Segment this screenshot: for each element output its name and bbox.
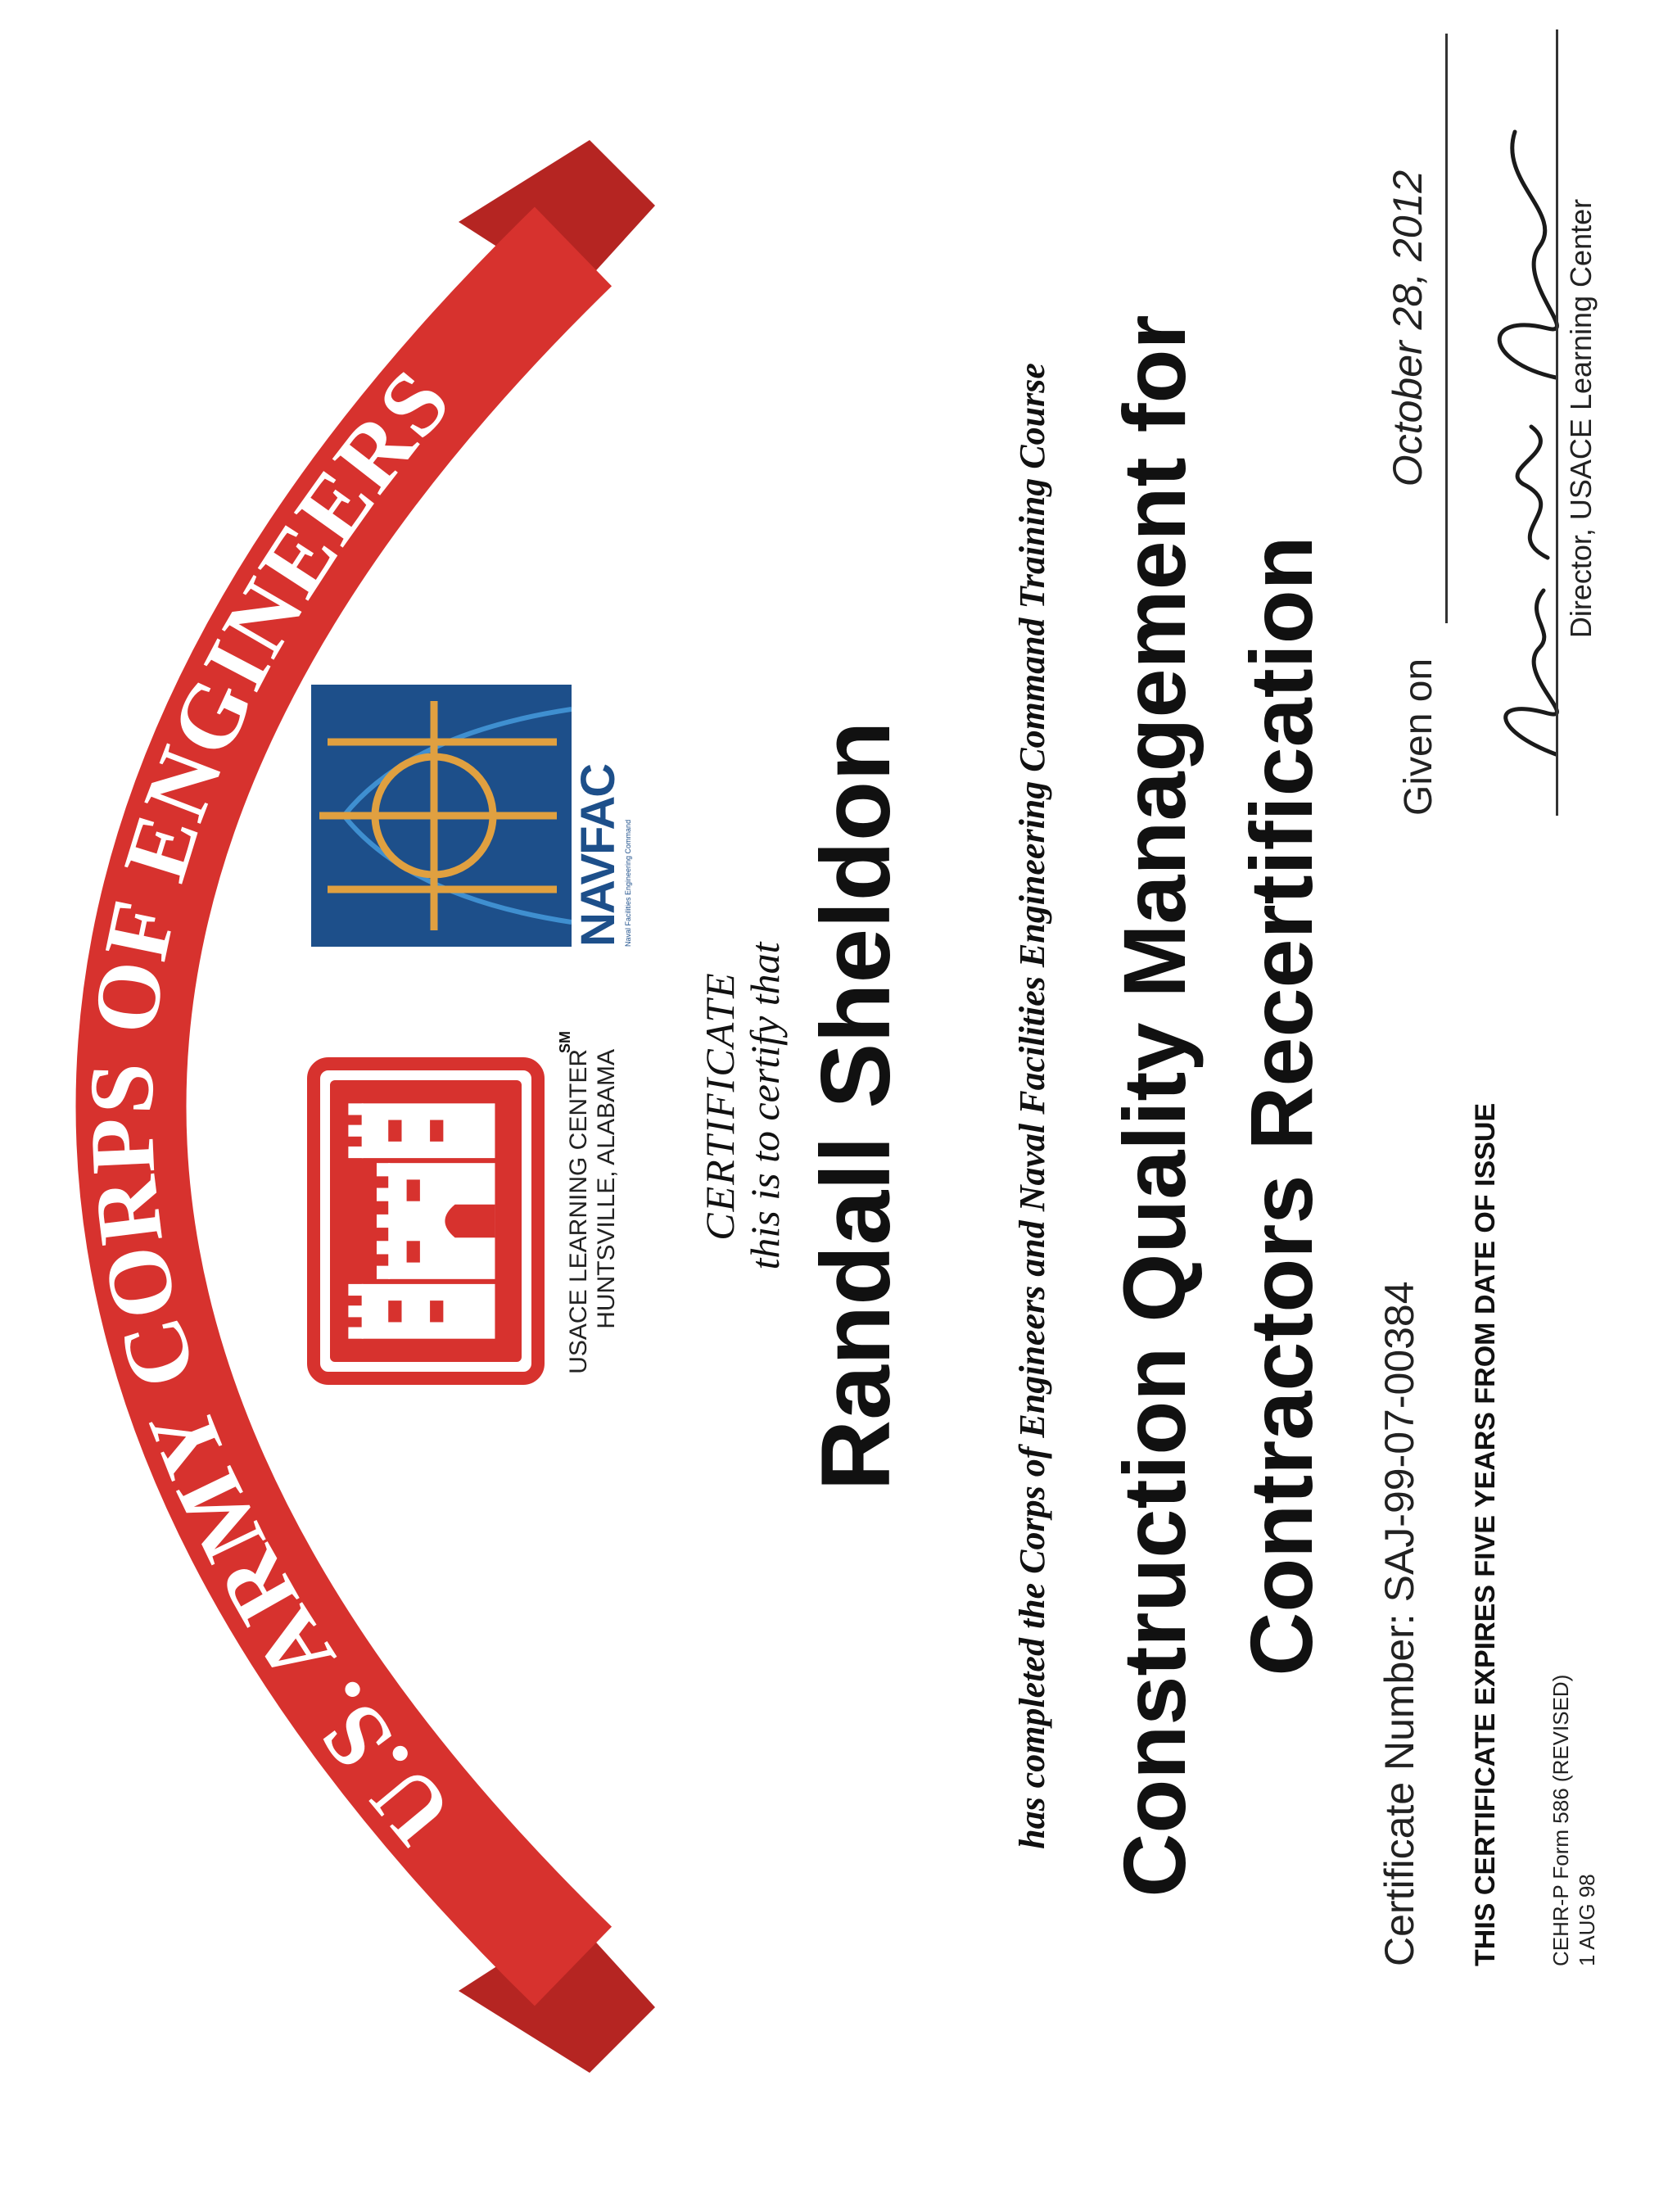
castle-logo-icon (330, 1080, 522, 1362)
certificate-number-value: SAJ-99-07-00384 (1376, 1281, 1422, 1603)
service-mark: SM (557, 1031, 573, 1053)
completion-statement: has completed the Corps of Engineers and Naval Facilities Engineering Command Training Course (1012, 363, 1052, 1849)
signer-title: Director, USACE Learning Center (1564, 198, 1598, 639)
navfac-logo (311, 685, 572, 947)
usace-castle-logo (307, 1057, 545, 1385)
navfac-subtext: Naval Facilities Engineering Command (624, 819, 632, 947)
given-on-label: Given on (1397, 658, 1440, 816)
certify-statement: this is to certify that (742, 942, 788, 1270)
date-underline (1445, 34, 1448, 623)
form-identifier (1548, 1675, 1600, 1966)
navfac-wordmark (573, 685, 639, 947)
course-title-line-2: Contractors Recertification (1232, 536, 1331, 1676)
certificate-number-label: Certificate Number: (1376, 1613, 1422, 1966)
banner-text: U.S. ARMY CORPS OF ENGINEERS (70, 349, 472, 1864)
form-number: CEHR-P Form 586 (REVISED) (1548, 1674, 1573, 1966)
form-date: 1 AUG 98 (1575, 1874, 1599, 1966)
course-title-line-1: Construction Quality Management for (1105, 314, 1204, 1898)
learning-center-name: USACE LEARNING CENTER (565, 1049, 592, 1374)
learning-center-city: HUNTSVILLE, ALABAMA (593, 1049, 620, 1329)
issue-date: October 28, 2012 (1385, 170, 1431, 487)
signature-line (1556, 29, 1558, 816)
expiration-notice: THIS CERTIFICATE EXPIRES FIVE YEARS FROM DATE OF ISSUE (1470, 1102, 1501, 1966)
navfac-wordmark-text: NAVFAC (572, 764, 625, 947)
certificate-number (1376, 1281, 1423, 1966)
navfac-emblem-icon (311, 685, 572, 947)
certificate-title: CERTIFICATE (697, 971, 743, 1241)
learning-center-address (565, 1049, 621, 1409)
recipient-name: Randall Sheldon (801, 721, 911, 1491)
